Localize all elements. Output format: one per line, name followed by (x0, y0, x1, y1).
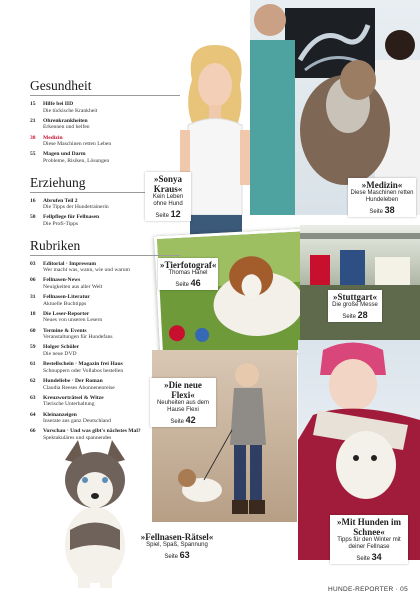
entry-title: Fellpflege für Fellnasen (43, 214, 100, 221)
toc-entry[interactable] (30, 118, 180, 131)
caption-title: »Fellnasen-Rätsel« (140, 532, 214, 542)
entry-subtitle: Veranstaltungen für Hundefans (43, 334, 113, 341)
entry-subtitle: Tierische Unterhaltung (43, 401, 95, 408)
stuttgart-photo (300, 225, 420, 340)
entry-subtitle: Diese Maschinen retten Leben (43, 141, 112, 148)
toc-entry[interactable] (30, 344, 180, 357)
entry-title: Hundeliebe · Der Roman (43, 377, 103, 384)
caption-flexi[interactable] (150, 378, 216, 427)
entry-page: 18 (30, 310, 36, 317)
entry-subtitle: Wer macht was, wann, wie und warum (43, 267, 130, 274)
entry-subtitle: Die neue DVD (43, 351, 77, 357)
caption-subtitle: Tipps für den Winter mit deiner Fellnase (337, 537, 401, 550)
entry-page: 03 (30, 260, 36, 267)
entry-subtitle: Die Profi-Tipps (43, 220, 79, 227)
caption-subtitle: Thomas Hanel (168, 270, 208, 276)
caption-schnee[interactable] (330, 515, 408, 564)
toc-section-gesundheit (30, 78, 180, 165)
entry-title: Editorial · Impressum (43, 260, 97, 267)
toc-entry[interactable] (30, 361, 180, 374)
entry-title: Abrufen Teil 2 (43, 197, 78, 204)
entry-title: Vorschau · Und was gibt's nächstes Mal? (43, 428, 141, 435)
entry-page: 55 (30, 151, 36, 158)
entry-subtitle: Die Tipps der Hundetrainerin (43, 204, 109, 211)
entry-title: Die Leser-Reporter (43, 310, 90, 317)
entry-page: 66 (30, 428, 36, 435)
caption-page: Seite 42 (170, 415, 196, 425)
caption-title: »Tierfotograf« (160, 260, 217, 270)
entry-page: 38 (30, 134, 36, 141)
entry-page: 15 (30, 101, 36, 107)
entry-title: Kleinanzeigen (43, 411, 77, 418)
entry-title: Termine & Events (43, 327, 87, 334)
toc-entry[interactable] (30, 311, 180, 324)
entry-page: 21 (30, 117, 36, 124)
entry-title: Hilfe bei IID (43, 101, 74, 107)
caption-page: Seite 46 (175, 278, 201, 288)
caption-title: »Sonya Kraus« (153, 174, 183, 194)
caption-page: Seite 34 (356, 552, 382, 562)
caption-subtitle: Kein Leben ohne Hund (152, 194, 184, 207)
entry-title: Magen und Darm (43, 151, 86, 158)
caption-subtitle: Spiel, Spaß, Spannung (146, 542, 208, 548)
husky-puppy-illustration (50, 440, 140, 590)
entry-title: Ohrenkrankheiten (43, 117, 88, 124)
caption-stuttgart[interactable] (328, 290, 382, 322)
section-title: Rubriken (30, 238, 180, 256)
entry-page: 06 (30, 277, 36, 284)
entry-page: 31 (30, 294, 36, 301)
caption-tierfotograf[interactable] (158, 258, 218, 290)
entry-title: Medizin (43, 134, 63, 141)
caption-page: Seite 63 (164, 550, 190, 560)
caption-title: »Die neue Flexi« (164, 380, 202, 400)
caption-page: Seite 38 (369, 205, 395, 215)
entry-subtitle: Probleme, Risiken, Lösungen (43, 157, 110, 164)
dog-illustration (157, 231, 318, 357)
entry-title: Fellnasen-News (43, 277, 81, 284)
section-title: Erziehung (30, 175, 180, 193)
caption-title: »Stuttgart« (333, 292, 377, 302)
caption-raetsel[interactable] (138, 530, 216, 562)
entry-page: 62 (30, 377, 36, 384)
caption-title: »Mit Hunden im Schnee« (336, 517, 401, 537)
caption-page: Seite 28 (342, 310, 368, 320)
caption-subtitle: Die große Messe (332, 302, 378, 308)
entry-subtitle: Neues von unseren Lesern (43, 317, 103, 324)
entry-subtitle: Spektakuläres und spannendes (43, 434, 112, 441)
entry-title: Bestellschein · Magazin frei Haus (43, 361, 123, 368)
entry-page: 59 (30, 344, 36, 351)
entry-subtitle: Schnuppern oder Vollabos bestellen (43, 367, 124, 374)
toc-entry-highlighted[interactable] (30, 135, 180, 148)
entry-title: Fellnasen-Literatur (43, 294, 90, 301)
toc-entry[interactable] (30, 328, 180, 341)
toc-entry[interactable] (30, 428, 180, 441)
entry-page: 64 (30, 411, 36, 418)
caption-page: Seite 12 (155, 209, 181, 219)
caption-subtitle: Diese Maschinen retten Hundeleben (350, 190, 414, 203)
husky-photo (50, 440, 140, 590)
caption-subtitle: Neuheiten aus dem Hause Flexi (156, 400, 210, 413)
page-footer: HUNDE-REPORTER · 05 (328, 586, 408, 593)
entry-subtitle: Inserate aus ganz Deutschland (43, 418, 111, 425)
caption-title: »Medizin« (361, 180, 403, 190)
caption-medizin[interactable] (348, 178, 416, 217)
entry-page: 50 (30, 214, 36, 221)
fair-hall-illustration (300, 225, 420, 340)
entry-title: Holger Schüler (43, 344, 80, 351)
entry-page: 61 (30, 361, 36, 368)
toc-entry[interactable] (30, 101, 180, 114)
entry-subtitle: Erkennen und helfen (43, 124, 90, 131)
toc-entry[interactable] (30, 151, 180, 164)
entry-subtitle: Claudia Reeses Abonnenenreise (43, 384, 115, 391)
entry-subtitle: Die tückische Krankheit (43, 107, 98, 114)
entry-page: 63 (30, 394, 36, 401)
entry-subtitle: Neuigkeiten aus aller Welt (43, 283, 103, 290)
section-title: Gesundheit (30, 78, 180, 96)
caption-sonya[interactable] (145, 172, 191, 221)
entry-subtitle: Aktuelle Buchtipps (43, 300, 87, 307)
toc-entry[interactable] (30, 294, 180, 307)
entry-title: Kreuzworträtsel & Witze (43, 394, 104, 401)
entry-page: 16 (30, 197, 36, 204)
entry-page: 60 (30, 327, 36, 334)
